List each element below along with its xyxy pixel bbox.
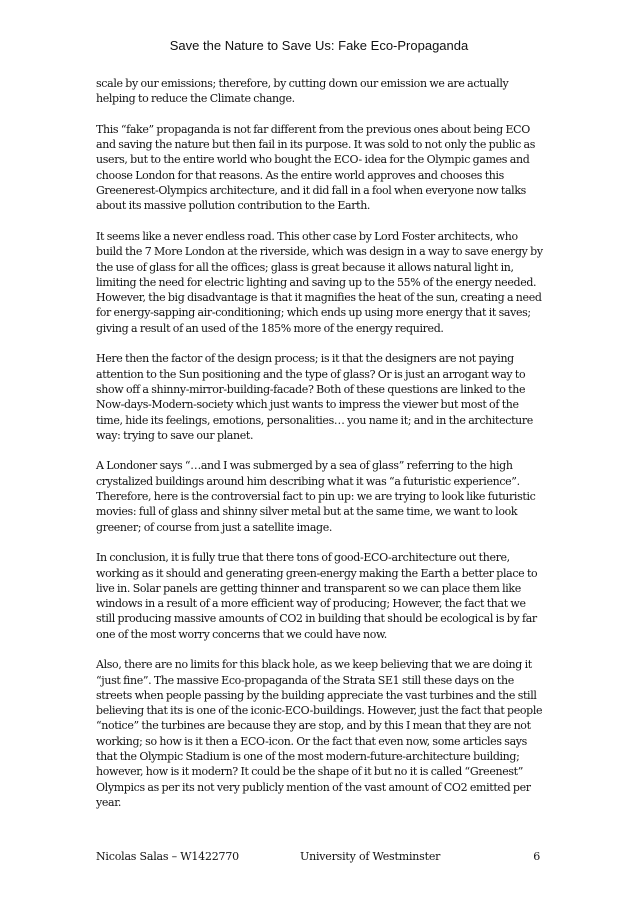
paragraph: Also, there are no limits for this black hole, as we keep believing that we are doing it “just fine”. The massive Eco-propaganda of the Strata SE1 still these days on the streets when people passing by the building appreciate the vast turbines and the still believing that its is one of the iconic-ECO-buildings. However, just the fact that people “notice” the turbines are because they are stop, and by this I mean that they are not working; so how is it then a ECO-icon. Or the fact that even now, some articles says that the Olympic Stadium is one of the most modern-future-architecture building; however, how is it modern? It could be the shape of it but no it is called “Greenest” Olympics as per its not very publicly mention of the vast amount of CO2 emitted per year. (96, 658, 543, 809)
paragraph: In conclusion, it is fully true that there tons of good-ECO-architecture out there, working as it should and generating green-energy making the Earth a better place to live in. Solar panels are getting thinner and transparent so we can place them like windows in a result of a more efficient way of producing; However, the fact that we still producing massive amounts of CO2 in building that should be ecological is by far one of the most worry concerns that we could have now. (96, 551, 538, 641)
paragraph: Here then the factor of the design process; is it that the designers are not paying attention to the Sun positioning and the type of glass? Or is just an arrogant way to show off a shinny-mirror-building-facade? Both of these questions are linked to the Now-days-Modern-society which just wants to impress the viewer but most of the time, hide its feelings, emotions, personalities… you name it; and in the architecture way: trying to save our planet. (96, 352, 533, 442)
footer-institution: University of Westminster (300, 850, 441, 863)
running-header: Save the Nature to Save Us: Fake Eco-Propaganda (169, 38, 469, 53)
paragraph: A Londoner says “…and I was submerged by a sea of glass” referring to the high crystalized buildings around him describing what it was “a futuristic experience”. Therefore, here is the controversial fact to pin up: we are trying to look like futuristic movies: full of glass and shinny silver metal but at the same time, we want to look greener; of course from just a satellite image. (96, 459, 536, 534)
paragraph: This “fake” propaganda is not far different from the previous ones about being ECO and saving the nature but then fail in its purpose. It was sold to not only the public as users, but to the entire world who bought the ECO- idea for the Olympic games and choose London for that reasons. As the entire world approves and chooses this Greenerest-Olympics architecture, and it did fall in a fool when everyone now talks about its massive pollution contribution to the Earth. (96, 122, 536, 213)
paragraph: scale by our emissions; therefore, by cutting down our emission we are actually helping to reduce the Climate change. (96, 77, 509, 106)
paragraph: It seems like a never endless road. This other case by Lord Foster architects, who build the 7 More London at the riverside, which was design in a way to save energy by the use of glass for all the offices; glass is great because it allows natural light in, limiting the need for electric lighting and saving up to the 55% of the energy needed. However, the big disadvantage is that it magnifies the heat of the sun, creating a need for energy-sapping air-conditioning; which ends up using more energy that it saves; giving a result of an used of the 185% more of the energy required. (96, 229, 543, 335)
page-number: 6 (533, 850, 540, 863)
footer-author: Nicolas Salas – W1422770 (96, 850, 239, 863)
document-body (96, 76, 544, 826)
